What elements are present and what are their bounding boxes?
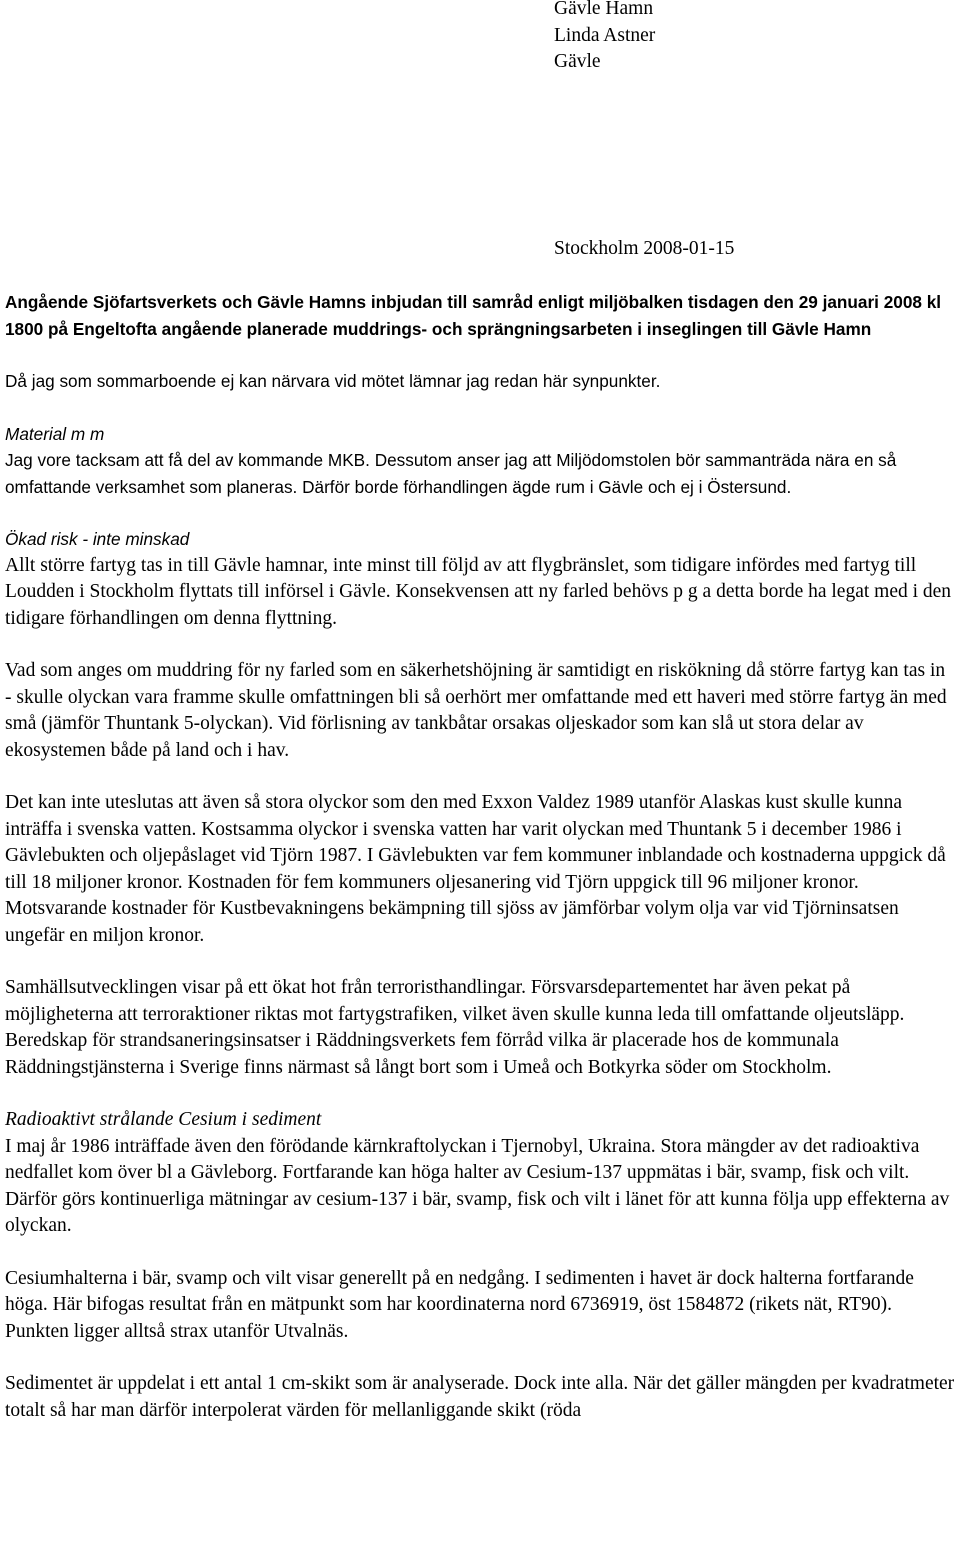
subject-line: Angående Sjöfartsverkets och Gävle Hamns inbjudan till samråd enligt miljöbalken tisdagen den 29 januari 2008 kl 1800 på Engeltofta angående planerade muddrings- och sprängningsarbeten i inseglingen till Gävle Hamn bbox=[5, 292, 942, 339]
paragraph-risk-1: Allt större fartyg tas in till Gävle hamnar, inte minst till följd av att flygbränslet, som tidigare infördes med fartyg till Loudden i Stockholm flyttats till införsel i Gävle. Konsekvensen att ny farled behövs p g a detta borde ha legat med i den tidigare förhandlingen om denna flyttning. bbox=[5, 554, 952, 629]
section-heading-material: Material m m bbox=[5, 423, 105, 444]
paragraph-risk-4: Samhällsutvecklingen visar på ett ökat hot från terroristhandlingar. Försvarsdepartementet har även pekat på möjligheterna att terroraktioner riktas mot fartygstrafiken, vilket även skulle kunna leda till omfattande oljeutsläpp. Beredskap för strandsaneringsinsatser i Räddningsverkets fem förråd vilka är placerade hos de kommunala Räddningstjänsterna i Sverige finns närmast så långt bort som i Umeå och Botkyrka söder om Stockholm. bbox=[5, 977, 905, 1078]
sender-organization: Gävle Hamn bbox=[554, 0, 654, 19]
sender-block bbox=[554, 0, 655, 76]
paragraph-material: Jag vore tacksam att få del av kommande MKB. Dessutom anser jag att Miljödomstolen bör sammanträda nära en så omfattande verksamhet som planeras. Därför borde förhandlingen ägde rum i Gävle och ej i Östersund. bbox=[5, 450, 897, 497]
paragraph-cesium-1: I maj år 1986 inträffade även den förödande kärnkraftolyckan i Tjernobyl, Ukraina. Stora mängder av det radioaktiva nedfallet kom över bl a Gävleborg. Fortfarande kan höga halter av Cesium-137 uppmätas i bär, svamp, fisk och vilt. Därför görs kontinuerliga mätningar av cesium-137 i bär, svamp, fisk och vilt i länet för att kunna följa upp effekterna av olyckan. bbox=[5, 1135, 950, 1236]
letter-body bbox=[5, 289, 956, 1424]
intro-paragraph: Då jag som sommarboende ej kan närvara vid mötet lämnar jag redan här synpunkter. bbox=[5, 371, 661, 391]
sender-city: Gävle bbox=[554, 51, 601, 72]
sender-name: Linda Astner bbox=[554, 24, 656, 46]
letter-date: Stockholm 2008-01-15 bbox=[554, 238, 735, 259]
paragraph-risk-3: Det kan inte uteslutas att även så stora olyckor som den med Exxon Valdez 1989 utanför Alaskas kust skulle kunna inträffa i svenska vatten. Kostsamma olyckor i svenska vatten har varit olyckan med Thuntank 5 i december 1986 i Gävlebukten och oljepåslaget vid Tjörn 1987. I Gävlebukten var fem kommuner inblandade och kostnaderna uppgick då till 18 miljoner kronor. Kostnaden för fem kommuners oljesanering vid Tjörn uppgick till 96 miljoner kronor. Motsvarande kostnader för Kustbevakningens bekämpning till sjöss av jämförbar volym olja var vid Tjörninsatsen ungefär en miljon kronor. bbox=[5, 792, 946, 946]
section-heading-risk: Ökad risk - inte minskad bbox=[5, 529, 190, 549]
paragraph-cesium-2: Cesiumhalterna i bär, svamp och vilt visar generellt på en nedgång. I sedimenten i havet är dock halterna fortfarande höga. Här bifogas resultat från en mätpunkt som har koordinaterna nord 6736919, öst 1584872 (rikets nät, RT90). Punkten ligger alltså strax utanför Utvalnäs. bbox=[5, 1267, 914, 1342]
paragraph-cesium-3: Sedimentet är uppdelat i ett antal 1 cm-skikt som är analyserade. Dock inte alla. När det gäller mängden per kvadratmeter totalt så har man därför interpolerat värden för mellanliggande skikt (röda bbox=[5, 1373, 955, 1421]
section-heading-cesium: Radioaktivt strålande Cesium i sediment bbox=[5, 1109, 322, 1130]
paragraph-risk-2: Vad som anges om muddring för ny farled som en säkerhetshöjning är samtidigt en riskökning då större fartyg kan tas in - skulle olyckan vara framme skulle omfattningen bli så oerhört mer omfattande med ett haveri med större fartyg än med små (jämför Thuntank 5-olyckan). Vid förlisning av tankbåtar orsakas oljeskador som kan slå ut stora delar av ekosystemen både på land och i hav. bbox=[5, 660, 947, 761]
